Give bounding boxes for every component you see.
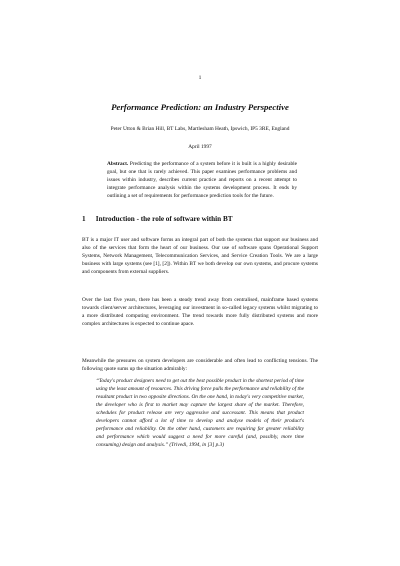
section-number: 1 <box>82 215 86 223</box>
page-number: 1 <box>198 75 202 81</box>
section-heading <box>82 214 342 224</box>
paper-title: Performance Prediction: an Industry Perspective <box>111 102 289 112</box>
publication-date: April 1997 <box>188 144 212 150</box>
body-paragraph: Meanwhile the pressures on system developers are considerable and often lead to conflicting tensions. The following quote sums up the situation admirably: <box>82 358 318 372</box>
section-title: Introduction - the role of software within BT <box>95 215 233 223</box>
author-line: Peter Utton & Brian Hill, BT Labs, Martlesham Heath, Ipswich, IP5 3RE, England <box>110 126 290 132</box>
abstract-text: Predicting the performance of a system before it is built is a highly desirable goal, but one that is rarely achieved. This paper examines performance problems and issues within industry, describes current practice and reports on a recent attempt to integrate performance analysis within the systems development process. It ends by outlining a set of requirements for performance prediction tools for the future. <box>107 161 297 199</box>
abstract-block <box>107 160 297 200</box>
body-paragraph: BT is a major IT user and software forms an integral part of both the systems that support our business and also of the services that form the heart of our business. Our use of software spans Operational Support Systems, Network Management, Telecommunication Services, and Service Creation Tools. We are a large business with large systems (see [1], [2]). Within BT we both develop our own systems, and procure systems and components from external suppliers. <box>82 237 318 275</box>
body-paragraph: Over the last five years, there has been a steady trend away from centralised, mainframe based systems towards client/server architectures, leveraging our investment in so-called legacy systems whilst migrating to a more distributed computing environment. The trend towards more fully distributed systems and more complex architectures is expected to continue apace. <box>82 297 318 327</box>
block-quote: “Today's product designers need to get out the best possible product in the shortest period of time using the least amount of resources. This driving force pulls the performance and reliability of the resultant product in two opposite directions. On the one hand, in today's very competitive market, the developer who is first to market may capture the largest share of the market. Therefore, schedules for product release are very aggressive and successant. This means that product developers cannot afford a lot of time to develop and analyse models of their product's performance and reliability. On the other hand, customers are requiring far greater reliability and performance which would suggest a need for more careful (and, possibly, more time consuming) design and analysis.” (Trivedi, 1994, in [3] p.3) <box>96 378 304 448</box>
abstract-label: Abstract. <box>107 161 129 167</box>
